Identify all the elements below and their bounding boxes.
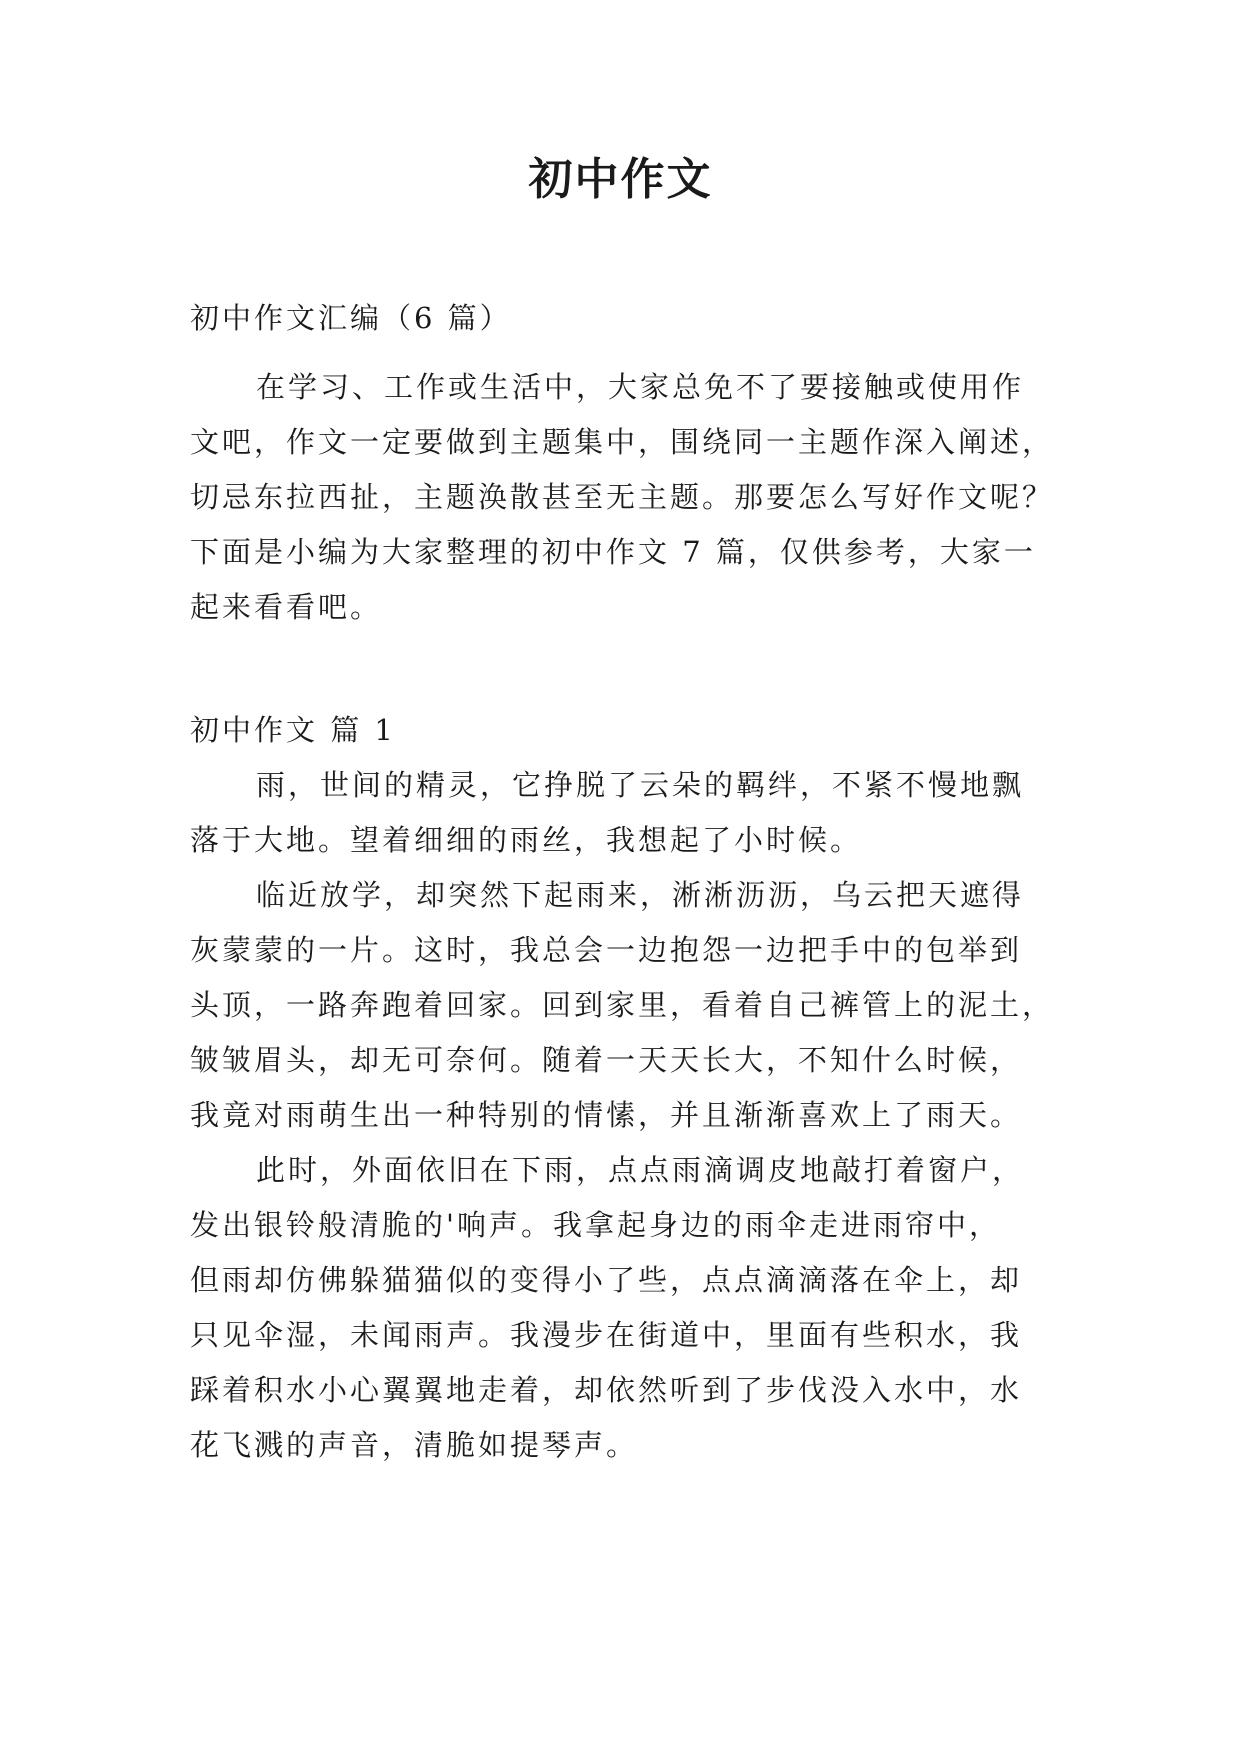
body-line: 花飞溅的声音，清脆如提琴声。 — [190, 1428, 639, 1462]
body-line: 我竟对雨萌生出一种特别的情愫，并且渐渐喜欢上了雨天。 — [190, 1098, 1023, 1132]
body-line: 踩着积水小心翼翼地走着，却依然听到了步伐没入水中，水 — [190, 1373, 1023, 1407]
body-line: 只见伞湿，未闻雨声。我漫步在街道中，里面有些积水，我 — [190, 1318, 1023, 1352]
document-title: 初中作文 — [528, 154, 713, 205]
body-line: 临近放学，却突然下起雨来，淅淅沥沥，乌云把天遮得 — [256, 878, 1025, 912]
body-line: 皱皱眉头，却无可奈何。随着一天天长大，不知什么时候， — [190, 1043, 1023, 1077]
body-line: 雨，世间的精灵，它挣脱了云朵的羁绊，不紧不慢地飘 — [256, 768, 1025, 802]
intro-line: 在学习、工作或生活中，大家总免不了要接触或使用作 — [256, 370, 1025, 404]
body-line: 灰蒙蒙的一片。这时，我总会一边抱怨一边把手中的包举到 — [190, 933, 1023, 967]
body-line: 此时，外面依旧在下雨，点点雨滴调皮地敲打着窗户， — [256, 1153, 1025, 1187]
intro-line: 下面是小编为大家整理的初中作文 7 篇，仅供参考，大家一 — [190, 535, 1036, 569]
intro-line: 起来看看吧。 — [190, 590, 383, 624]
section-heading: 初中作文 篇 1 — [190, 713, 396, 747]
body-line: 落于大地。望着细细的雨丝，我想起了小时候。 — [190, 823, 863, 857]
body-line: 头顶，一路奔跑着回家。回到家里，看着自己裤管上的泥土， — [190, 988, 1055, 1022]
body-line: 但雨却仿佛躲猫猫似的变得小了些，点点滴滴落在伞上，却 — [190, 1263, 1023, 1297]
body-line: 发出银铃般清脆的'响声。我拿起身边的雨伞走进雨帘中， — [190, 1208, 1001, 1242]
document-subtitle: 初中作文汇编（6 篇） — [190, 301, 512, 335]
intro-line: 切忌东拉西扯，主题涣散甚至无主题。那要怎么写好作文呢？ — [190, 480, 1055, 514]
intro-line: 文吧，作文一定要做到主题集中，围绕同一主题作深入阐述， — [190, 425, 1055, 459]
